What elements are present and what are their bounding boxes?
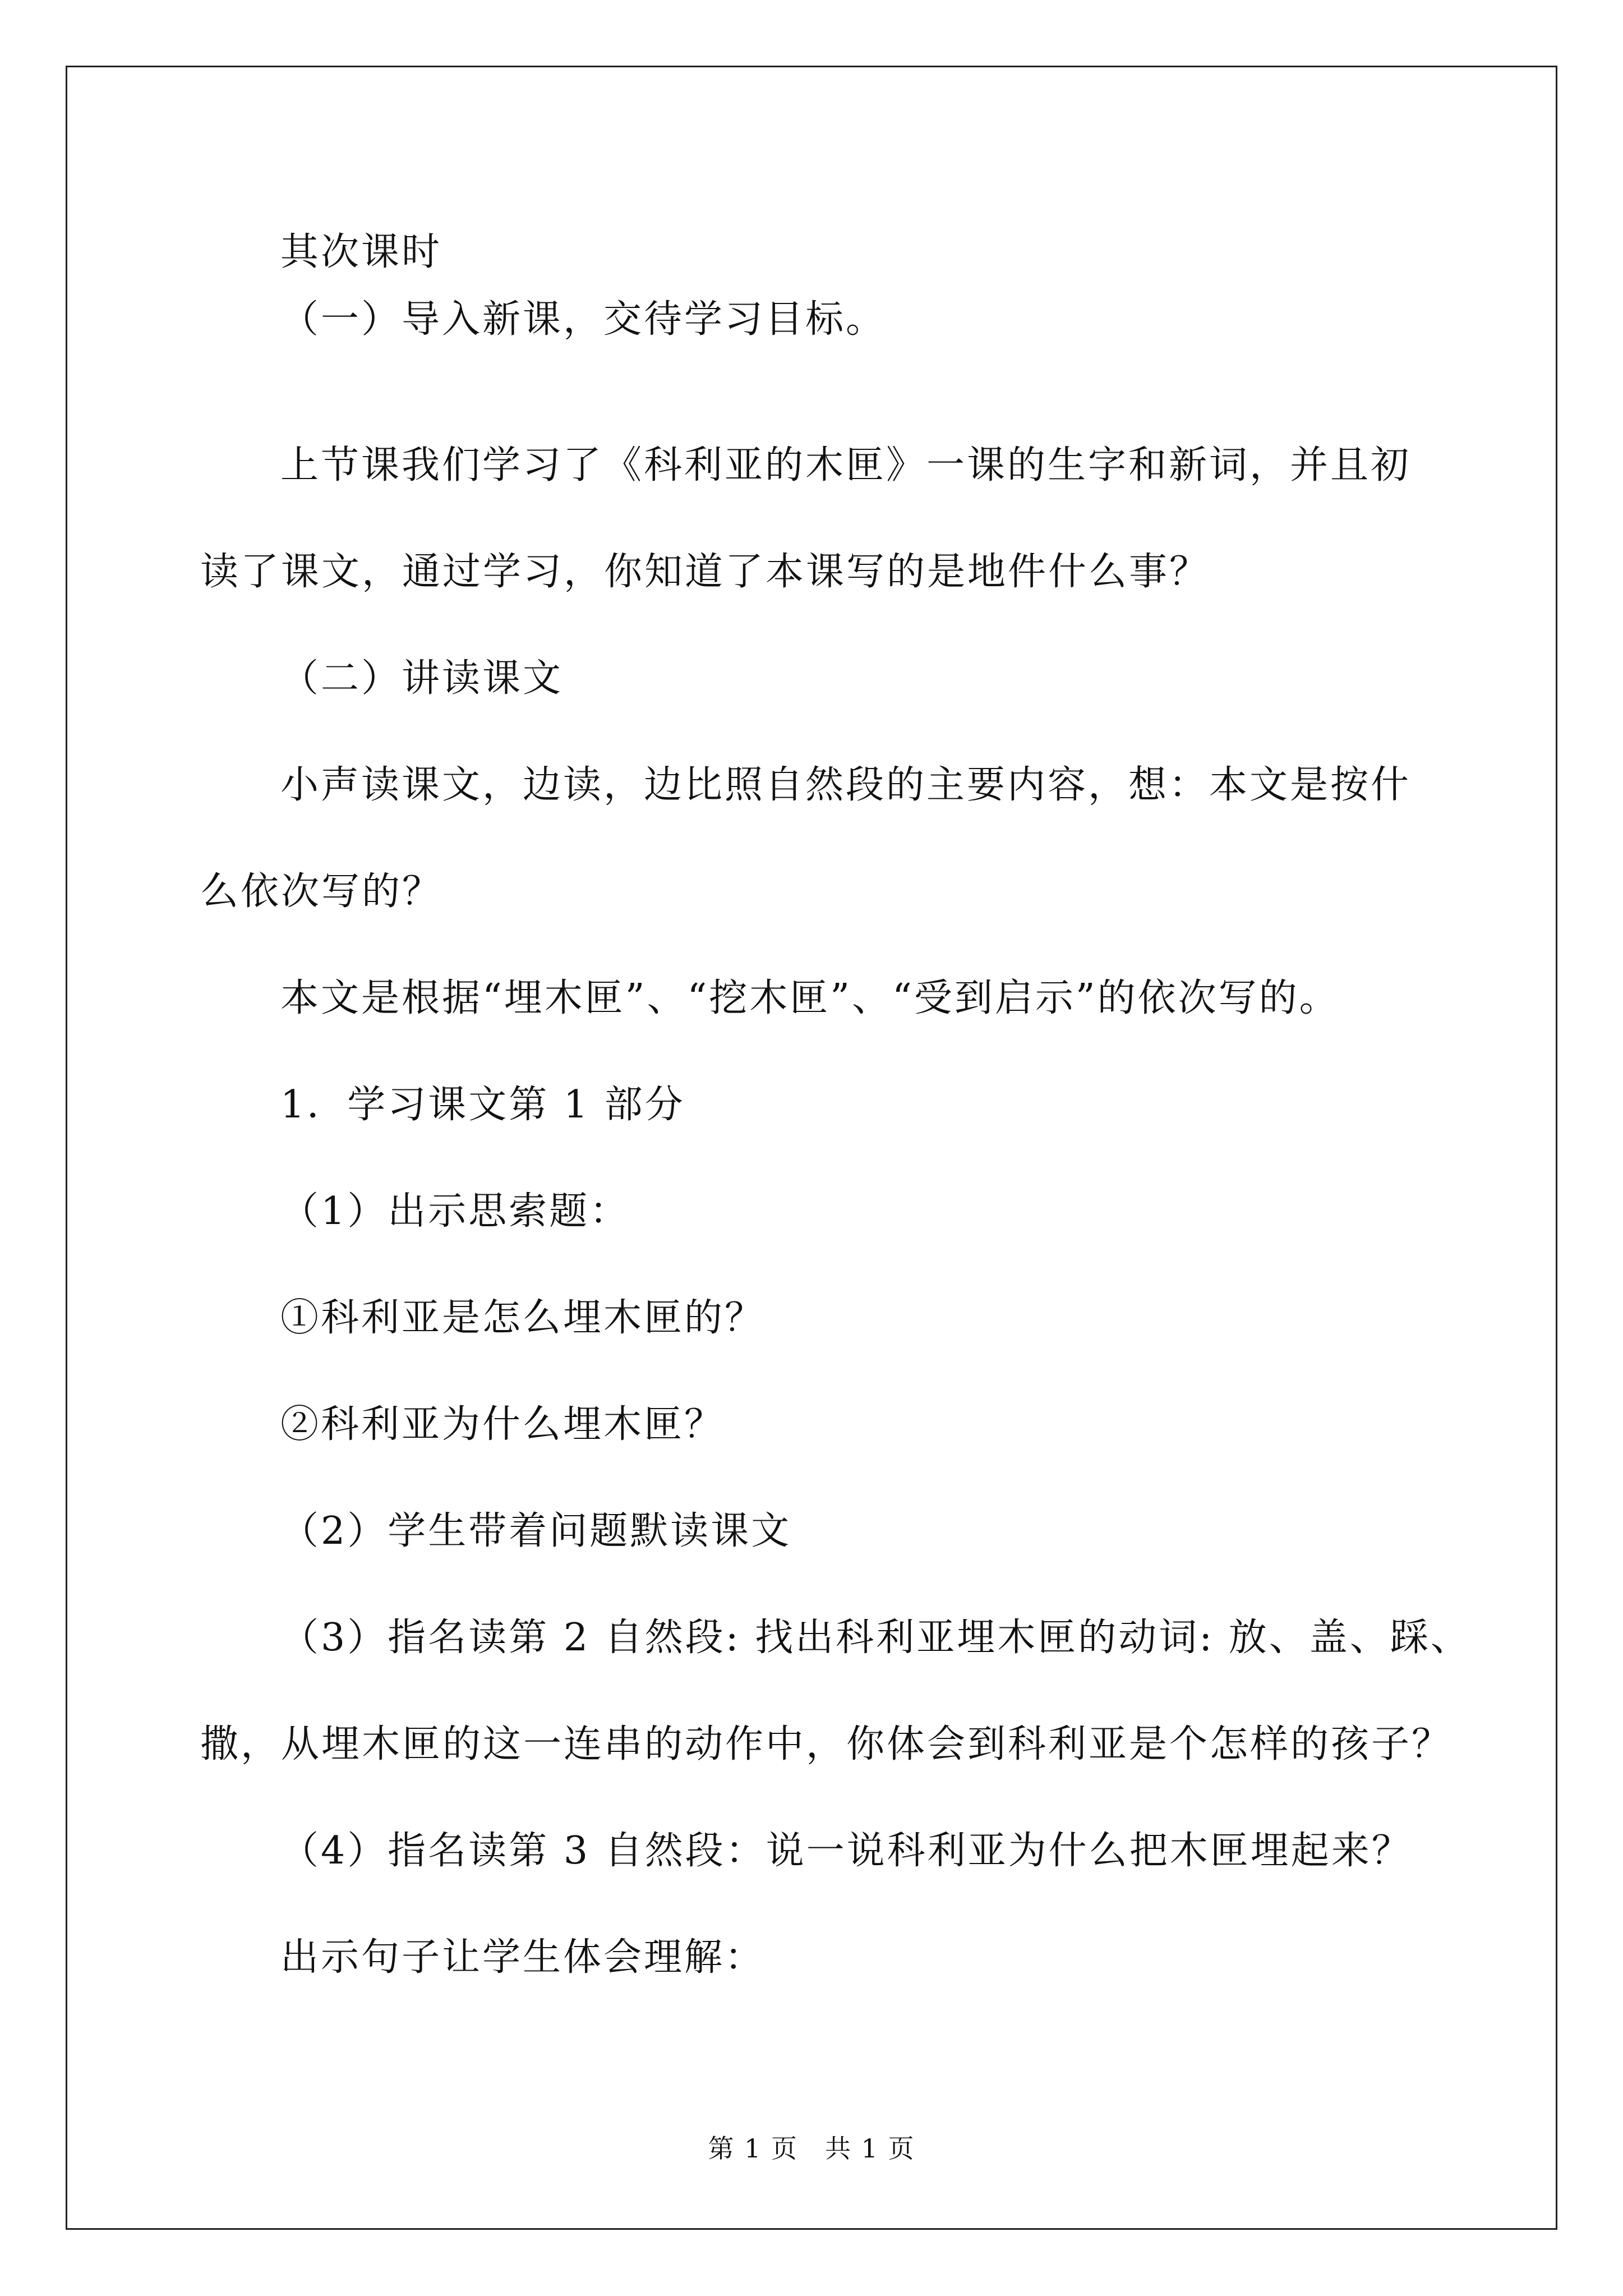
paragraph-line: 1．学习课文第 1 部分 xyxy=(280,1083,685,1127)
paragraph-line: 出示句子让学生体会理解： xyxy=(280,1935,766,1980)
paragraph-line: 小声读课文，边读，边比照自然段的主要内容，想：本文是按什 xyxy=(280,763,1412,807)
paragraph-line: 上节课我们学习了《科利亚的木匣》一课的生字和新词，并且初 xyxy=(280,443,1412,487)
paragraph-line: （2）学生带着问题默读课文 xyxy=(280,1509,792,1553)
paragraph-line: ②科利亚为什么埋木匣？ xyxy=(280,1402,725,1447)
paragraph-line: ①科利亚是怎么埋木匣的？ xyxy=(280,1296,766,1340)
paragraph-line: 撒，从埋木匣的这一连串的动作中，你体会到科利亚是个怎样的孩子？ xyxy=(200,1722,1453,1766)
paragraph-line: （二）讲读课文 xyxy=(280,656,564,701)
page-border xyxy=(66,66,1557,2230)
paragraph-line: 本文是根据“埋木匣”、“挖木匣”、“受到启示”的依次写的。 xyxy=(280,976,1340,1020)
paragraph-line: 读了课文，通过学习，你知道了本课写的是地件什么事？ xyxy=(200,550,1210,594)
paragraph-line: （4）指名读第 3 自然段：说一说科利亚为什么把木匣埋起来？ xyxy=(280,1829,1412,1873)
paragraph-line: 么依次写的？ xyxy=(200,869,443,914)
paragraph-line: （一）导入新课，交待学习目标。 xyxy=(280,297,887,342)
paragraph-line: （1）出示思索题： xyxy=(280,1189,630,1234)
page-number-footer: 第 1 页 共 1 页 xyxy=(708,2133,915,2164)
paragraph-line: （3）指名读第 2 自然段: 找出科利亚埋木匣的动词: 放、盖、踩、 xyxy=(280,1616,1471,1660)
section-heading: 其次课时 xyxy=(280,230,442,274)
